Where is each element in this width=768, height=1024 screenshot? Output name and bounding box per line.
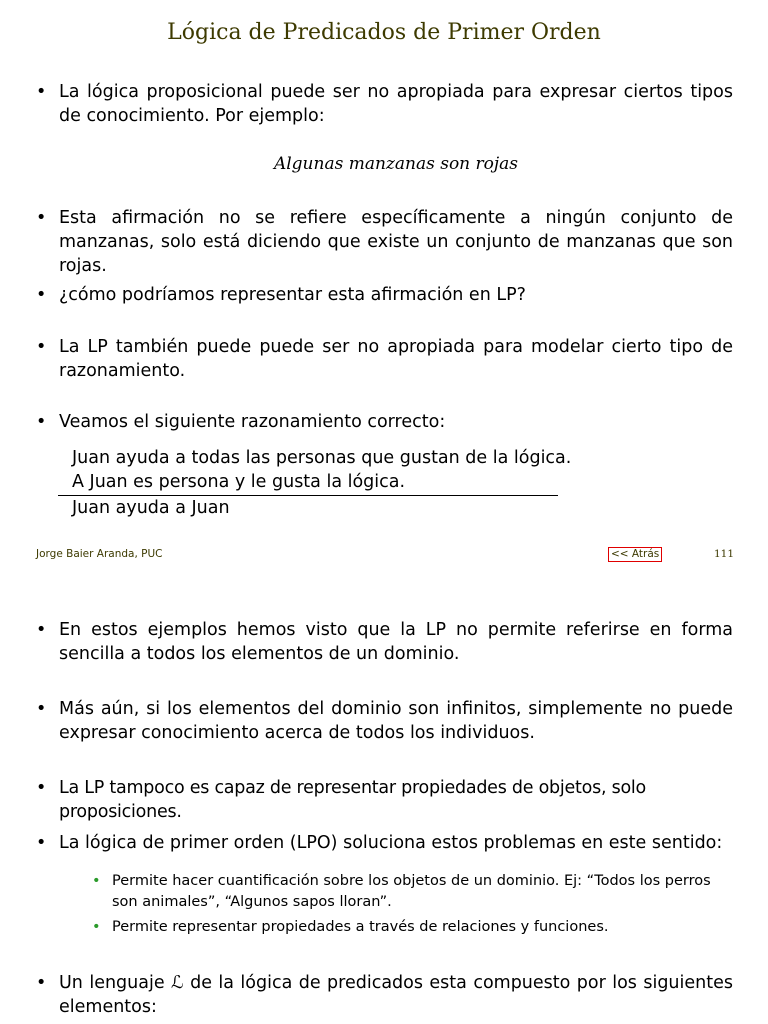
reasoning-premise: Juan ayuda a todas las personas que gustan de la lógica. <box>72 448 572 468</box>
bullet-text: Veamos el siguiente razonamiento correcto: <box>59 412 446 432</box>
bullet-item <box>36 283 733 307</box>
bullet-text: ¿cómo podríamos representar esta afirmación en LP? <box>59 285 526 305</box>
bullet-dot: • <box>36 82 47 102</box>
bullet-text: Esta afirmación no se refiere específicamente a ningún conjunto de manzanas, solo está diciendo que existe un conjunto de manzanas que son rojas. <box>59 208 733 276</box>
subbullet-item <box>92 917 733 938</box>
bullet-text: Más aún, si los elementos del dominio son infinitos, simplemente no puede expresar conocimiento acerca de todos los individuos. <box>59 699 733 743</box>
bullet-item <box>36 831 733 855</box>
bullet-text: La LP tampoco es capaz de representar propiedades de objetos, solo proposiciones. <box>59 778 646 822</box>
bullet-item <box>36 206 733 278</box>
bullet-text: La lógica de primer orden (LPO) soluciona estos problemas en este sentido: <box>59 833 723 853</box>
bullet-dot: • <box>36 285 47 305</box>
subbullet-dot: • <box>92 919 101 935</box>
subbullet-dot: • <box>92 873 101 889</box>
reasoning-conclusion: Juan ayuda a Juan <box>72 498 230 518</box>
bullet-item <box>36 776 733 824</box>
footer-author: Jorge Baier Aranda, PUC <box>36 548 163 560</box>
bullet-item <box>36 697 733 745</box>
bullet-item <box>36 335 733 383</box>
subbullet-item <box>92 871 733 913</box>
bullet-dot: • <box>36 699 47 719</box>
bullet-item <box>36 618 733 666</box>
bullet-item <box>36 971 733 1019</box>
bullet-text: La lógica proposicional puede ser no apropiada para expresar ciertos tipos de conocimiento. Por ejemplo: <box>59 82 733 126</box>
reasoning-premise: A Juan es persona y le gusta la lógica. <box>72 472 406 492</box>
bullet-dot: • <box>36 620 47 640</box>
bullet-text: En estos ejemplos hemos visto que la LP no permite referirse en forma sencilla a todos los elementos de un dominio. <box>59 620 733 664</box>
example-sentence: Algunas manzanas son rojas <box>273 154 519 174</box>
bullet-dot: • <box>36 973 47 993</box>
bullet-text: La LP también puede puede ser no apropiada para modelar cierto tipo de razonamiento. <box>59 337 733 381</box>
bullet-dot: • <box>36 833 47 853</box>
subbullet-text: Permite hacer cuantificación sobre los objetos de un dominio. Ej: “Todos los perros son animales”, “Algunos sapos lloran”. <box>112 873 711 910</box>
bullet-text: Un lenguaje ℒ de la lógica de predicados esta compuesto por los siguientes elementos: <box>59 973 733 1017</box>
bullet-dot: • <box>36 337 47 357</box>
bullet-item <box>36 80 733 128</box>
bullet-dot: • <box>36 208 47 228</box>
page-title: Lógica de Predicados de Primer Orden <box>167 20 601 45</box>
bullet-dot: • <box>36 412 47 432</box>
subbullet-text: Permite representar propiedades a través de relaciones y funciones. <box>112 919 609 935</box>
back-button[interactable]: << Atrás <box>608 547 662 562</box>
page-number: 111 <box>714 548 735 560</box>
bullet-item <box>36 410 733 434</box>
bullet-dot: • <box>36 778 47 798</box>
